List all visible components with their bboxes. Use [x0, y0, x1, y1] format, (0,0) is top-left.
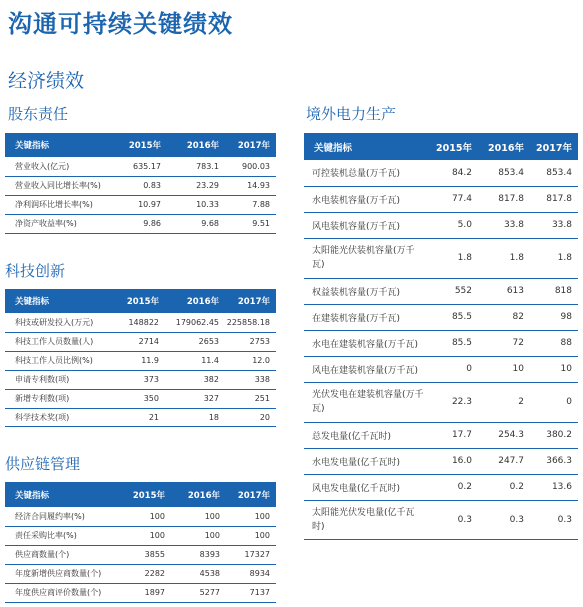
- cell-value-2016: 0.3: [509, 514, 524, 525]
- cell-value-2017: 7137: [249, 588, 270, 597]
- table-row: [5, 370, 276, 389]
- innovation-table: [5, 289, 276, 427]
- table-row: [5, 583, 276, 602]
- table-row: [304, 474, 578, 500]
- cell-value-2016: 613: [506, 286, 524, 296]
- table-row: [304, 500, 578, 539]
- cell-value-2015: 21: [148, 412, 159, 422]
- row-label: 可控装机总量(万千瓦): [312, 169, 401, 180]
- cell-value-2017: 366.3: [546, 456, 572, 466]
- table-header-row: [304, 133, 578, 160]
- cell-value-2015: 85.5: [451, 312, 472, 322]
- cell-value-2017: 10: [560, 364, 572, 374]
- cell-value-2016: 100: [204, 531, 220, 540]
- supply-table: [5, 482, 276, 603]
- cell-value-2017: 17327: [244, 550, 270, 559]
- cell-value-2016: 179062.45: [175, 317, 219, 327]
- row-label: 风电在建装机容量(万千瓦): [312, 365, 419, 376]
- header-year-2017: 2017年: [536, 142, 572, 154]
- cell-value-2016: 327: [203, 394, 219, 403]
- header-year-2016: 2016年: [488, 142, 524, 154]
- cell-value-2015: 1897: [144, 588, 165, 597]
- cell-value-2017: 817.8: [546, 194, 572, 204]
- header-year-2015: 2015年: [436, 142, 472, 154]
- cell-value-2015: 10.97: [138, 200, 161, 209]
- cell-value-2015: 350: [143, 394, 159, 403]
- header-year-2017: 2017年: [237, 141, 270, 151]
- table-row: [5, 389, 276, 408]
- table-row: [5, 507, 276, 526]
- cell-value-2017: 251: [254, 394, 270, 403]
- header-year-2016: 2016年: [186, 297, 219, 307]
- table-row: [304, 382, 578, 422]
- cell-value-2015: 3855: [144, 550, 165, 559]
- header-year-2017: 2017年: [237, 297, 270, 307]
- cell-value-2017: 88: [560, 338, 572, 348]
- cell-value-2015: 22.3: [451, 397, 472, 407]
- cell-value-2017: 33.8: [551, 220, 572, 230]
- header-indicator: 关键指标: [15, 141, 50, 151]
- table-row: [304, 238, 578, 278]
- cell-value-2015: 148822: [128, 317, 159, 327]
- table-header-row: [5, 133, 276, 157]
- row-label: 供应商数量(个): [15, 550, 70, 559]
- cell-value-2016: 1.8: [509, 253, 524, 263]
- cell-value-2015: 373: [143, 375, 159, 384]
- header-year-2017: 2017年: [237, 490, 270, 501]
- header-year-2016: 2016年: [186, 141, 219, 151]
- cell-value-2017: 380.2: [546, 430, 572, 440]
- row-label: 太阳能光伏发电量(亿千瓦时): [312, 507, 415, 532]
- cell-value-2015: 635.17: [133, 161, 161, 171]
- cell-value-2017: 12.0: [252, 356, 270, 365]
- cell-value-2016: 82: [512, 312, 524, 322]
- header-indicator: 关键指标: [15, 297, 50, 307]
- cell-value-2015: 100: [149, 531, 165, 540]
- cell-value-2015: 16.0: [451, 456, 472, 466]
- cell-value-2017: 14.93: [247, 181, 270, 190]
- cell-value-2016: 4538: [199, 569, 220, 578]
- row-label: 科学技术奖(项): [15, 412, 70, 422]
- table-row: [304, 186, 578, 212]
- cell-value-2016: 2: [518, 397, 524, 407]
- row-label: 风电发电量(亿千瓦时): [312, 483, 401, 494]
- row-label: 权益装机容量(万千瓦): [312, 287, 401, 298]
- cell-value-2016: 18: [208, 412, 219, 422]
- cell-value-2016: 853.4: [498, 167, 524, 178]
- header-year-2015: 2015年: [132, 490, 165, 501]
- table-row: [5, 545, 276, 564]
- table-row: [304, 330, 578, 356]
- row-label: 水电装机容量(万千瓦): [312, 195, 401, 206]
- cell-value-2015: 2714: [138, 337, 159, 346]
- row-label: 年度新增供应商数量(个): [15, 569, 102, 578]
- power-title: 境外电力生产: [306, 105, 397, 123]
- cell-value-2016: 254.3: [498, 430, 524, 440]
- row-label: 风电装机容量(万千瓦): [312, 221, 401, 232]
- table-header-row: [5, 289, 276, 313]
- cell-value-2017: 8934: [249, 569, 270, 578]
- innovation-title: 科技创新: [5, 262, 66, 280]
- section-heading-economic: 经济绩效: [8, 70, 85, 92]
- cell-value-2016: 10.33: [196, 200, 219, 209]
- header-year-2016: 2016年: [187, 490, 220, 501]
- cell-value-2015: 85.5: [451, 338, 472, 348]
- row-label: 水电在建装机容量(万千瓦): [312, 339, 419, 350]
- table-row: [5, 351, 276, 370]
- cell-value-2017: 13.6: [551, 482, 572, 492]
- table-row: [304, 160, 578, 186]
- table-row: [5, 176, 276, 195]
- table-row: [304, 304, 578, 330]
- cell-value-2017: 0.3: [557, 514, 572, 525]
- row-label: 净资产收益率(%): [15, 219, 77, 228]
- table-row: [304, 212, 578, 238]
- cell-value-2016: 9.68: [201, 219, 219, 228]
- table-row: [5, 157, 276, 176]
- row-label: 营业收入(亿元): [15, 161, 70, 171]
- row-label: 太阳能光伏装机容量(万千瓦): [312, 246, 415, 270]
- cell-value-2015: 84.2: [451, 167, 472, 178]
- cell-value-2015: 1.8: [457, 253, 472, 263]
- cell-value-2016: 72: [512, 338, 524, 348]
- cell-value-2017: 2753: [249, 337, 270, 346]
- cell-value-2017: 338: [254, 375, 270, 384]
- header-year-2015: 2015年: [128, 141, 161, 151]
- cell-value-2016: 100: [204, 511, 220, 521]
- cell-value-2017: 9.51: [252, 219, 270, 228]
- cell-value-2016: 11.4: [201, 356, 219, 365]
- cell-value-2015: 100: [149, 511, 165, 521]
- row-label: 光伏发电在建装机容量(万千瓦): [312, 390, 424, 414]
- shareholder-title: 股东责任: [8, 105, 69, 123]
- shareholder-table: [5, 133, 276, 234]
- table-row: [304, 278, 578, 304]
- row-label: 总发电量(亿千瓦时): [312, 431, 392, 442]
- cell-value-2015: 0: [466, 364, 472, 374]
- row-label: 水电发电量(亿千瓦时): [312, 457, 401, 468]
- cell-value-2016: 2653: [198, 337, 219, 346]
- row-label: 科技工作人员数量(人): [15, 337, 94, 346]
- cell-value-2015: 17.7: [451, 430, 472, 440]
- row-label: 科技工作人员比例(%): [15, 356, 93, 365]
- page-title: 沟通可持续关键绩效: [8, 10, 233, 38]
- cell-value-2016: 817.8: [498, 194, 524, 204]
- table-row: [304, 422, 578, 448]
- cell-value-2016: 783.1: [196, 161, 219, 171]
- table-row: [5, 313, 276, 332]
- row-label: 科技或研发投入(万元): [15, 317, 94, 327]
- table-row: [5, 526, 276, 545]
- table-row: [304, 356, 578, 382]
- row-label: 申请专利数(项): [15, 375, 70, 384]
- cell-value-2017: 98: [560, 312, 572, 322]
- cell-value-2017: 100: [254, 511, 270, 521]
- cell-value-2017: 1.8: [557, 253, 572, 263]
- cell-value-2017: 7.88: [252, 200, 270, 209]
- cell-value-2016: 33.8: [503, 220, 524, 230]
- cell-value-2015: 9.86: [143, 219, 161, 228]
- table-row: [5, 195, 276, 214]
- table-row: [5, 214, 276, 233]
- row-label: 责任采购比率(%): [15, 531, 77, 540]
- cell-value-2016: 382: [203, 375, 219, 384]
- row-label: 营业收入同比增长率(%): [15, 181, 101, 190]
- cell-value-2016: 5277: [199, 588, 220, 597]
- cell-value-2015: 2282: [144, 569, 165, 578]
- row-label: 新增专利数(项): [15, 394, 70, 403]
- cell-value-2017: 225858.18: [226, 317, 270, 327]
- table-row: [304, 448, 578, 474]
- table-header-row: [5, 482, 276, 507]
- cell-value-2015: 11.9: [141, 356, 159, 365]
- row-label: 经济合同履约率(%): [15, 511, 85, 521]
- cell-value-2015: 0.3: [457, 514, 472, 525]
- row-label: 在建装机容量(万千瓦): [312, 313, 401, 324]
- cell-value-2017: 20: [259, 412, 270, 422]
- table-row: [5, 564, 276, 583]
- cell-value-2016: 8393: [199, 550, 220, 559]
- power-table: [304, 133, 578, 540]
- row-label: 净利润环比增长率(%): [15, 200, 93, 209]
- cell-value-2016: 0.2: [509, 482, 524, 492]
- header-year-2015: 2015年: [126, 297, 159, 307]
- cell-value-2017: 818: [554, 286, 572, 296]
- cell-value-2016: 247.7: [498, 456, 524, 466]
- header-indicator: 关键指标: [314, 142, 353, 154]
- cell-value-2017: 853.4: [546, 167, 572, 178]
- cell-value-2017: 900.03: [242, 161, 270, 171]
- supply-title: 供应链管理: [5, 455, 81, 473]
- table-row: [5, 332, 276, 351]
- cell-value-2016: 23.29: [196, 181, 219, 190]
- cell-value-2015: 77.4: [451, 194, 472, 204]
- cell-value-2015: 552: [454, 286, 472, 296]
- row-label: 年度供应商评价数量(个): [15, 588, 102, 597]
- cell-value-2017: 100: [254, 531, 270, 540]
- cell-value-2015: 0.83: [143, 181, 161, 190]
- cell-value-2015: 5.0: [457, 220, 472, 230]
- cell-value-2017: 0: [566, 397, 572, 407]
- cell-value-2015: 0.2: [457, 482, 472, 492]
- cell-value-2016: 10: [512, 364, 524, 374]
- table-row: [5, 408, 276, 426]
- header-indicator: 关键指标: [15, 490, 50, 501]
